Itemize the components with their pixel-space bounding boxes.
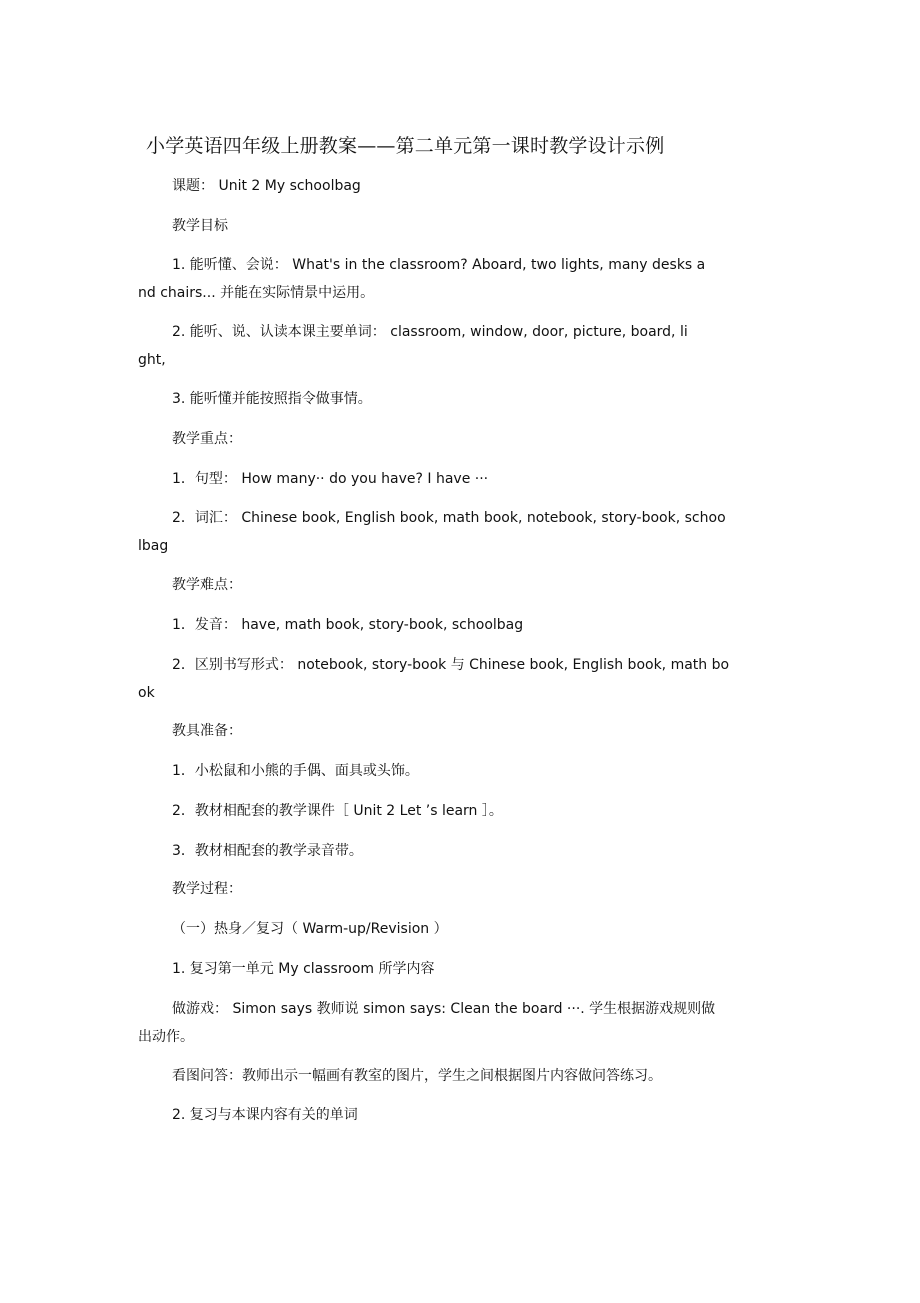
text-line-objective-2-cont: ght, — [138, 352, 166, 368]
text-line-difficulty-2: 2．区别书写形式： notebook, story-book 与 Chinese book, English book, math bo — [172, 657, 730, 673]
text-line-key-points-heading: 教学重点： — [172, 431, 242, 447]
text-line-material-1: 1．小松鼠和小熊的手偶、面具或头饰。 — [172, 763, 419, 779]
text-line-objective-1-cont: nd chairs... 并能在实际情景中运用。 — [138, 285, 375, 301]
text-line-objective-1: 1. 能听懂、会说： What's in the classroom? Aboard, two lights, many desks a — [172, 257, 706, 273]
text-line-material-2: 2．教材相配套的教学课件［ Unit 2 Let ’s learn ］。 — [172, 803, 503, 819]
text-line-process-heading: 教学过程： — [172, 881, 242, 897]
text-line-key-point-2-cont: lbag — [138, 538, 169, 554]
text-line-difficulty-1: 1．发音： have, math book, story-book, schoolbag — [172, 617, 524, 633]
text-line-game-cont: 出动作。 — [138, 1029, 194, 1045]
text-line-materials-heading: 教具准备： — [172, 723, 242, 739]
text-line-game: 做游戏： Simon says 教师说 simon says: Clean the board ···. 学生根据游戏规则做 — [172, 1001, 716, 1017]
text-line-warmup-heading: （一）热身／复习（ Warm-up/Revision ） — [172, 921, 448, 937]
text-line-difficulty-2-cont: ok — [138, 685, 155, 701]
text-line-key-point-2: 2．词汇： Chinese book, English book, math book, notebook, story-book, schoo — [172, 510, 726, 526]
text-line-objectives-heading: 教学目标 — [172, 218, 228, 234]
text-line-warmup-2: 2. 复习与本课内容有关的单词 — [172, 1107, 358, 1123]
text-line-objective-2: 2. 能听、说、认读本课主要单词： classroom, window, door, picture, board, li — [172, 324, 688, 340]
text-line-material-3: 3．教材相配套的教学录音带。 — [172, 843, 363, 859]
document-title: 小学英语四年级上册教案——第二单元第一课时教学设计示例 — [146, 135, 665, 157]
text-line-subject: 课题： Unit 2 My schoolbag — [172, 178, 361, 194]
text-line-key-point-1: 1．句型： How many·· do you have? I have ··· — [172, 471, 489, 487]
text-line-objective-3: 3. 能听懂并能按照指令做事情。 — [172, 391, 372, 407]
text-line-difficulties-heading: 教学难点： — [172, 577, 242, 593]
text-line-picture-qa: 看图问答：教师出示一幅画有教室的图片，学生之间根据图片内容做问答练习。 — [172, 1068, 662, 1084]
text-line-warmup-1: 1. 复习第一单元 My classroom 所学内容 — [172, 961, 435, 977]
